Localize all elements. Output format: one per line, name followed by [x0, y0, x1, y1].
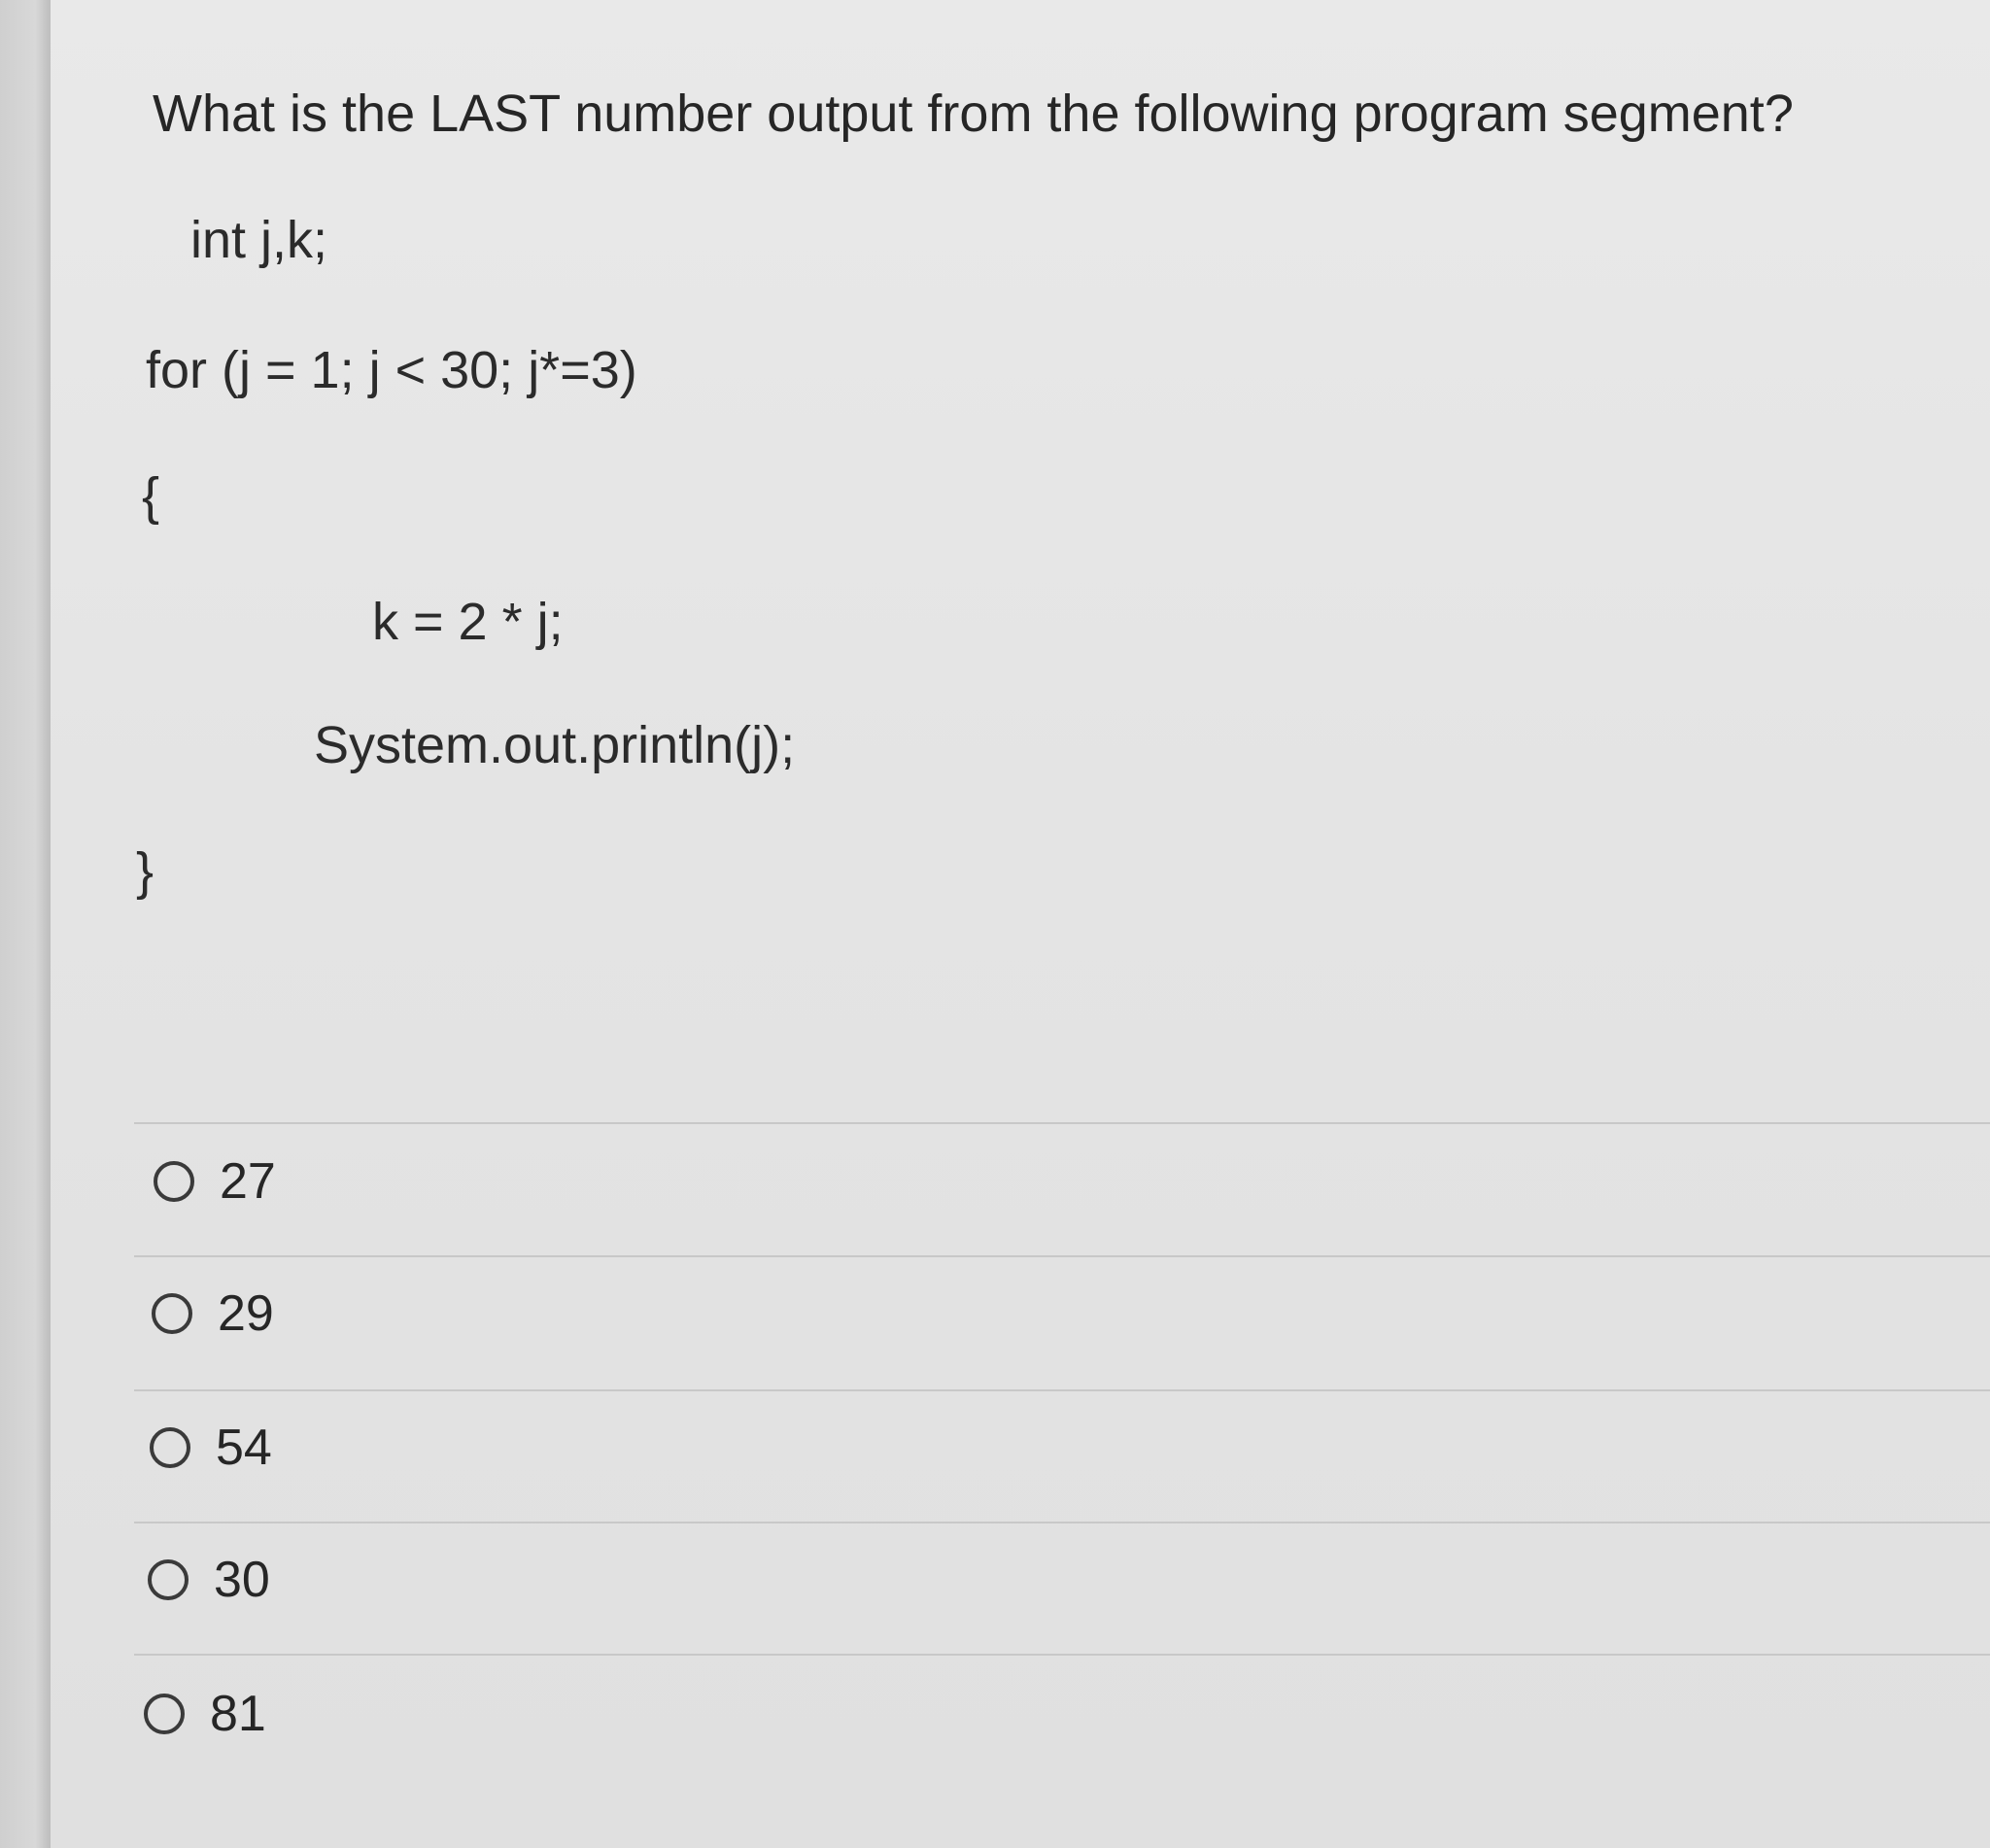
option-label: 27: [220, 1153, 276, 1210]
radio-button[interactable]: [144, 1694, 185, 1734]
answer-option-27[interactable]: [154, 1152, 276, 1211]
radio-button[interactable]: [154, 1161, 194, 1202]
option-label: 81: [210, 1686, 266, 1742]
code-line-close-brace: }: [136, 842, 154, 901]
screen-bezel: [0, 0, 51, 1848]
answer-option-29[interactable]: [152, 1284, 274, 1343]
option-divider: [134, 1122, 1990, 1124]
answer-option-54[interactable]: [150, 1419, 272, 1477]
option-label: 30: [214, 1552, 270, 1608]
option-divider: [134, 1389, 1990, 1391]
question-text: What is the LAST number output from the following program segment?: [153, 85, 1794, 143]
radio-button[interactable]: [148, 1559, 189, 1600]
answer-option-81[interactable]: [144, 1685, 266, 1743]
option-divider: [134, 1654, 1990, 1656]
option-divider: [134, 1522, 1990, 1523]
code-line-println: System.out.println(j);: [314, 716, 796, 774]
option-label: 29: [218, 1285, 274, 1342]
code-line-declaration: int j,k;: [190, 211, 328, 269]
code-line-for-loop: for (j = 1; j < 30; j*=3): [146, 341, 637, 399]
radio-button[interactable]: [152, 1293, 192, 1334]
answer-option-30[interactable]: [148, 1551, 270, 1609]
code-line-open-brace: {: [142, 467, 160, 526]
option-label: 54: [216, 1420, 272, 1476]
code-line-assignment: k = 2 * j;: [372, 593, 564, 651]
quiz-page: [51, 0, 1990, 1848]
option-divider: [134, 1255, 1990, 1257]
radio-button[interactable]: [150, 1427, 190, 1468]
